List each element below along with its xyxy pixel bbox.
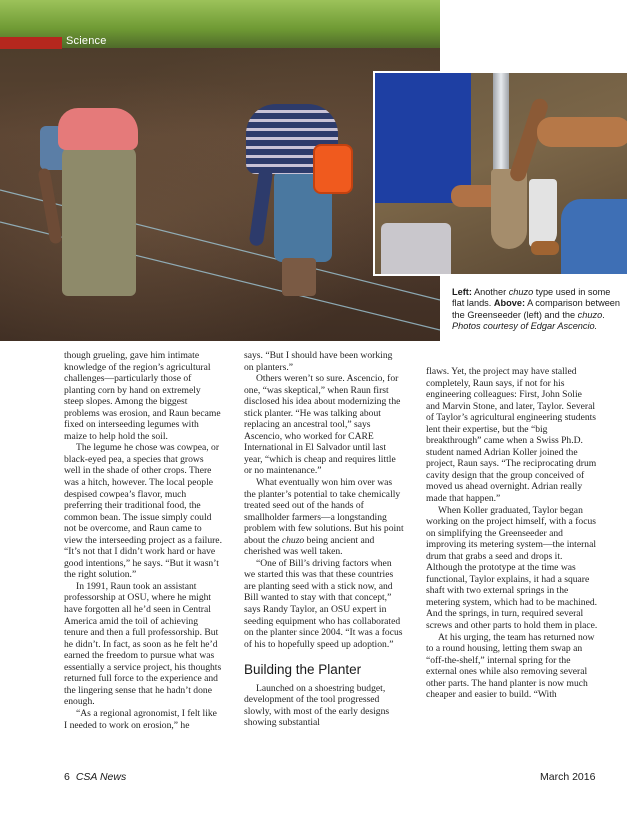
white-pants (381, 223, 451, 276)
photo-caption (452, 287, 622, 333)
paragraph: The legume he chose was cowpea, or black-eyed pea, a species that grows well in the shade of other crops. There was a hitch, however. The local people despised cowpea’s flavor, much preferring their traditional food, the common bean. The issue simply could not be overcome, and Raun came to view the interseeding project as a failure. “It’s not that I didn’t work hard or have good intentions,” he says. “But it wasn’t the right solution.” (64, 442, 222, 581)
paragraph: “As a regional agronomist, I felt like I needed to work on erosion,” he (64, 707, 217, 731)
right-hand (537, 117, 629, 147)
paragraph: though grueling, gave him intimate knowledge of the region’s agricultural challenges—particularly those of planting corn by hand on extremely steep slopes. Among the biggest problems was erosion, and Raun became fixed on interseeding legumes with maize to help hold the soil. (64, 350, 221, 442)
boot (531, 241, 559, 255)
paragraph: “One of Bill’s driving factors when we started this was that these countries are planting seed with a stick now, and Bill wanted to stay with that concept,” says Randy Taylor, an OSU expert in seeding equipment who has collaborated on the planter since 2004. “It was a focus of his to hopefully speed up adoption.” (244, 557, 403, 650)
worker-left-pants (62, 146, 136, 296)
worker-right-legs (282, 258, 316, 296)
paragraph: Others weren’t so sure. Ascencio, for one, “was skeptical,” when Raun first disclosed his idea about modernizing the stick planter. “He was talking about replacing an ancestral tool,” says Ascencio, who worked for CARE International in El Salvador until last year, “which is cheap and requires little or no maintenance.” (244, 373, 401, 477)
caption-above-label: Above: (493, 298, 526, 309)
section-color-bar (0, 37, 62, 49)
seed-jug (313, 144, 353, 194)
blue-sleeve (375, 73, 471, 203)
article-column-2 (244, 350, 404, 729)
paragraph: Launched on a shoestring budget, development of the tool progressed slowly, with most of the early designs showing substantial (244, 682, 390, 729)
footer-left (64, 771, 126, 783)
paragraph: When Koller graduated, Taylor began working on the project himself, with a focus on simplifying the Greenseeder and improving its metering system—the internal drum that grabs a seed and drops it. Although the prototype at the time was functional, Taylor explains, it had a square shaft with two external springs in the metering system, which had to be machined. And the springs, in turn, required several screws and other parts to hold them in place. (426, 504, 598, 632)
caption-left-label: Left: (452, 287, 472, 297)
caption-left-post: type used in some flat lands. (452, 287, 611, 309)
issue-date: March 2016 (540, 771, 596, 783)
chuzo-blade (529, 179, 557, 247)
article-column-1 (64, 350, 222, 731)
paragraph: At his urging, the team has returned now to a round housing, letting them swap an “off-the-shelf,” internal spring for the external ones while also removing several other parts. The hand planter is now much cheaper and easier to build. “With (426, 631, 595, 701)
paragraph: In 1991, Raun took an assistant professorship at OSU, where he might have forgotten all he’d seen in Central America amid the toil of achieving tenure and then a full professorship. But he didn’t. In fact, as soon as he felt he’d earned the freedom to pursue what was essentially a service project, his thoughts returned full force to the experience and the lingering sense that he hadn’t done enough. (64, 580, 222, 708)
caption-above-term: chuzo (577, 309, 603, 320)
section-label: Science (66, 35, 107, 47)
worker-left-shirt (58, 108, 138, 150)
caption-above-post: . (602, 309, 605, 320)
publication-name: CSA News (75, 771, 127, 783)
page-number: 6 (64, 771, 70, 783)
paragraph: says. “But I should have been working on planters.” (244, 350, 393, 373)
caption-left-term: chuzo (508, 287, 534, 297)
caption-left-pre: Another (473, 287, 507, 297)
chuzo-term: chuzo (281, 534, 305, 546)
paragraph-text: being ancient and cherished was well taken. (244, 534, 375, 558)
section-heading: Building the Planter (244, 662, 362, 678)
blue-jeans (561, 199, 629, 276)
article-column-3 (426, 366, 598, 701)
caption-above-pre: A comparison between the Greenseeder (left) and the (452, 298, 621, 320)
greenseeder-blade (491, 169, 527, 249)
paragraph: flaws. Yet, the project may have stalled completely, Raun says, if not for his engineering colleagues: First, John Solie and Marvin Stone, and later, Taylor. Several of Taylor’s agricultural engineering students lent their expertise, but the “big breakthrough” came when a Swiss Ph.D. student named Adrian Koller joined the project, Raun says. “The reciprocating drum cavity design that the group conceived of moved us ahead overnight. Adrian really made that happen.” (426, 366, 597, 505)
caption-credit: Photos courtesy of Edgar Ascencio. (452, 321, 598, 332)
paragraph-text: What eventually won him over was the planter’s potential to take chemically treated seed out of the hands of smallholder farmers—a longstanding problem with few solutions. But his point about the (244, 477, 404, 546)
paragraph (244, 477, 404, 558)
inset-planter-photo (373, 71, 629, 276)
